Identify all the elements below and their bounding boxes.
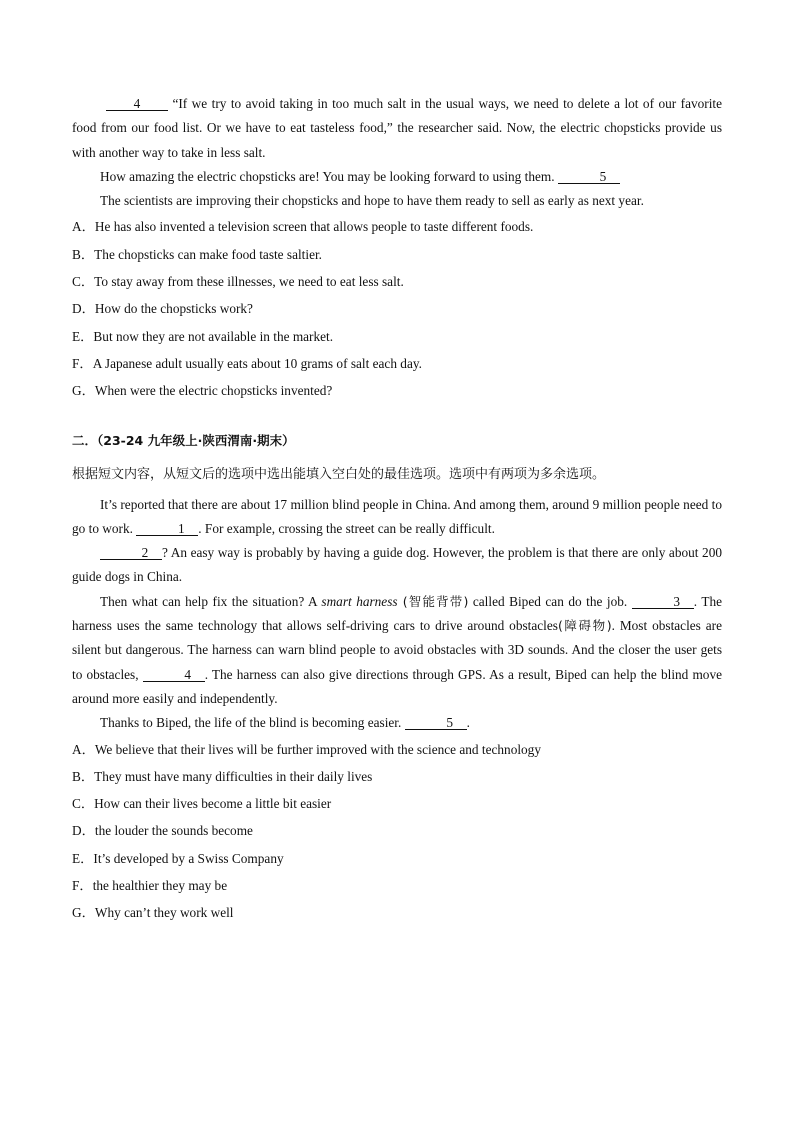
option-text: the louder the sounds become: [94, 823, 253, 839]
option-a[interactable]: [72, 213, 722, 240]
passage1-p3-text: The scientists are improving their chopsticks and hope to have them ready to sell as early as next year.: [100, 193, 644, 209]
option-e[interactable]: [72, 323, 722, 350]
section-heading: 二．（23-24 九年级上·陕西渭南·期末）: [72, 432, 295, 448]
option-text: How can their lives become a little bit easier: [94, 796, 332, 812]
passage2-p1-text-b: . For example, crossing the street can be really difficult.: [198, 520, 495, 536]
option-text: A Japanese adult usually eats about 10 grams of salt each day.: [92, 355, 422, 371]
option-f[interactable]: [72, 350, 722, 377]
option-text: When were the electric chopsticks invented?: [94, 383, 333, 399]
passage2-p1-text-a: It’s reported that there are about 17 million blind people in China. And among them, around 9 million people need to go to work.: [72, 496, 722, 536]
option-label: G．: [72, 905, 95, 921]
option-b[interactable]: [72, 763, 722, 790]
blank-4-passage2[interactable]: 4: [143, 668, 205, 682]
section-instruction: 根据短文内容，从短文后的选项中选出能填入空白处的最佳选项。选项中有两项为多余选项。: [72, 466, 606, 482]
obstacles-cjk: (障碍物): [557, 618, 612, 634]
passage1-paragraph-1: [72, 92, 722, 165]
option-text: Why can’t they work well: [94, 905, 234, 921]
option-label: B．: [72, 768, 95, 784]
option-text: It’s developed by a Swiss Company: [93, 850, 284, 866]
option-f[interactable]: [72, 872, 722, 899]
smart-harness-cjk: (智能背带): [397, 593, 469, 609]
blank-1[interactable]: 1: [136, 522, 198, 536]
passage2-p3-text-b: called Biped can do the job.: [468, 593, 628, 609]
option-g[interactable]: [72, 377, 722, 404]
option-c[interactable]: [72, 790, 722, 817]
passage2-p4-text: Thanks to Biped, the life of the blind is becoming easier.: [100, 715, 402, 731]
option-label: C．: [72, 796, 95, 812]
option-b[interactable]: [72, 241, 722, 268]
option-a[interactable]: [72, 736, 722, 763]
blank-5-passage2[interactable]: 5: [405, 716, 467, 730]
passage2-paragraph-2: [72, 541, 722, 590]
option-text: We believe that their lives will be further improved with the science and technology: [94, 741, 541, 757]
option-text: the healthier they may be: [92, 878, 228, 894]
option-text: They must have many difficulties in their daily lives: [94, 768, 373, 784]
passage1-p2-text: How amazing the electric chopsticks are! You may be looking forward to using them.: [100, 168, 555, 184]
passage2-paragraph-4: Thanks to Biped, the life of the blind is becoming easier. 5 .: [100, 715, 470, 731]
passage2-options: [72, 736, 722, 927]
option-label: E．: [72, 328, 94, 344]
option-label: F．: [72, 355, 93, 371]
option-label: C．: [72, 274, 95, 290]
option-text: How do the chopsticks work?: [94, 301, 253, 317]
document-page: [72, 92, 722, 927]
option-d[interactable]: [72, 817, 722, 844]
option-label: D．: [72, 823, 95, 839]
option-text: But now they are not available in the market.: [93, 328, 334, 344]
passage2-p3-text-c: . The harness uses the same technology that allows self-driving cars to drive around obstacles: [72, 593, 722, 634]
option-g[interactable]: [72, 899, 722, 926]
blank-2[interactable]: 2: [100, 546, 162, 560]
option-text: To stay away from these illnesses, we need to eat less salt.: [94, 274, 404, 290]
blank-4[interactable]: 4: [106, 97, 168, 111]
passage2-p3-text-e: . The harness can also give directions through GPS. As a result, Biped can help the blind move around more easily and independently.: [72, 666, 722, 706]
option-label: B．: [72, 246, 95, 262]
option-label: E．: [72, 850, 94, 866]
option-d[interactable]: [72, 295, 722, 322]
passage2-p3-text-a: Then what can help fix the situation? A: [100, 593, 322, 609]
option-label: A．: [72, 219, 95, 235]
passage1-options: [72, 213, 722, 404]
smart-harness-term: smart harness: [321, 593, 398, 609]
passage2-paragraph-1: [72, 493, 722, 542]
option-text: He has also invented a television screen that allows people to taste different foods.: [94, 219, 534, 235]
option-label: D．: [72, 301, 95, 317]
option-label: G．: [72, 383, 95, 399]
passage2-p2-text: ? An easy way is probably by having a guide dog. However, the problem is that there are only about 200 guide dogs in China.: [72, 545, 722, 585]
option-c[interactable]: [72, 268, 722, 295]
passage2-paragraph-3: [72, 590, 722, 711]
blank-3[interactable]: 3: [632, 595, 694, 609]
option-label: F．: [72, 878, 93, 894]
passage2-p3-text-d: . Most obstacles are silent but dangerous. The harness can warn blind people to avoid obstacles with 3D sounds. And the closer the user gets to obstacles,: [72, 618, 722, 682]
option-e[interactable]: [72, 845, 722, 872]
passage1-paragraph-2: [72, 165, 722, 189]
passage1-p1-text: “If we try to avoid taking in too much salt in the usual ways, we need to delete a lot of our favorite food from our food list. Or we have to eat tasteless food,” the researcher said. Now, the electric chopsticks provide us with another way to take in less salt.: [72, 96, 722, 160]
passage1-paragraph-3: [72, 189, 722, 213]
blank-5[interactable]: 5: [558, 170, 620, 184]
option-label: A．: [72, 741, 95, 757]
option-text: The chopsticks can make food taste saltier.: [94, 246, 322, 262]
